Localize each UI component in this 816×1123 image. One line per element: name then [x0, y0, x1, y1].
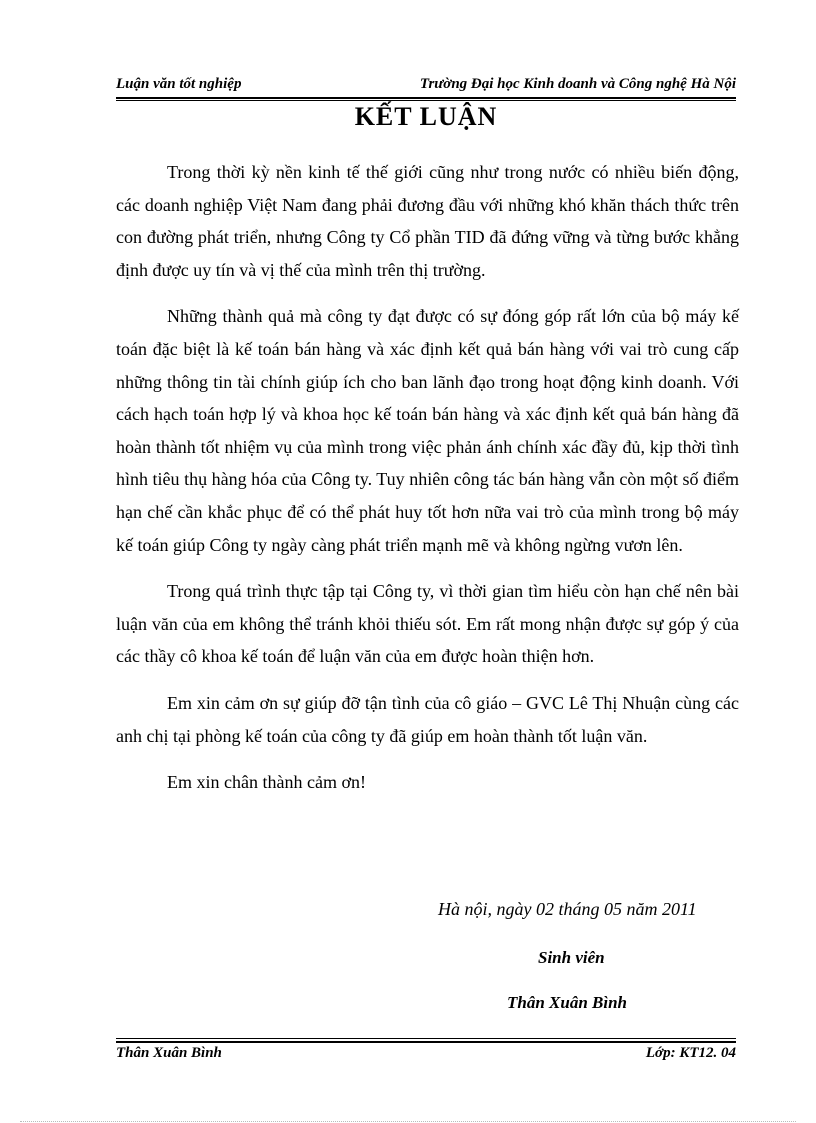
page-bottom-dotted-line	[20, 1121, 796, 1122]
header-thesis-label: Luận văn tốt nghiệp	[116, 76, 242, 92]
header-rule-thick	[116, 97, 736, 99]
footer-rule-thick	[116, 1041, 736, 1043]
footer-author: Thân Xuân Bình	[116, 1045, 222, 1061]
body-text	[116, 156, 739, 799]
page-header	[116, 74, 736, 98]
signature-date: Hà nội, ngày 02 tháng 05 năm 2011	[438, 899, 697, 919]
paragraph-2: Những thành quả mà công ty đạt được có sự đóng góp rất lớn của bộ máy kế toán đặc biệt là kế toán bán hàng và xác định kết quả bán hàng với vai trò cung cấp những thông tin tài chính giúp ích cho ban lãnh đạo trong hoạt động kinh doanh. Với cách hạch toán hợp lý và khoa học kế toán bán hàng và xác định kết quả bán hàng đã hoàn thành tốt nhiệm vụ của mình trong việc phản ánh chính xác đầy đủ, kịp thời tình hình tiêu thụ hàng hóa của Công ty. Tuy nhiên công tác bán hàng vẫn còn một số điểm hạn chế cần khắc phục để có thể phát huy tốt hơn nữa vai trò của mình trong bộ máy kế toán giúp Công ty ngày càng phát triển mạnh mẽ và không ngừng vươn lên.	[116, 306, 739, 555]
paragraph-3: Trong quá trình thực tập tại Công ty, vì thời gian tìm hiểu còn hạn chế nên bài luận văn của em không thể tránh khỏi thiếu sót. Em rất mong nhận được sự góp ý của các thầy cô khoa kế toán để luận văn của em được hoàn thiện hơn.	[116, 581, 739, 667]
paragraph-1: Trong thời kỳ nền kinh tế thế giới cũng như trong nước có nhiều biến động, các doanh nghiệp Việt Nam đang phải đương đầu với những khó khăn thách thức trên con đường phát triển, nhưng Công ty Cổ phần TID đã đứng vững và từng bước khẳng định được uy tín và vị thế của mình trên thị trường.	[116, 162, 739, 280]
paragraph-4: Em xin cảm ơn sự giúp đỡ tận tình của cô giáo – GVC Lê Thị Nhuận cùng các anh chị tại phòng kế toán của công ty đã giúp em hoàn thành tốt luận văn.	[116, 692, 739, 746]
header-university-name: Trường Đại học Kinh doanh và Công nghệ Hà Nội	[419, 76, 736, 92]
signature-role: Sinh viên	[538, 948, 605, 967]
page-title: KẾT LUẬN	[354, 102, 498, 131]
footer-rule-thin	[116, 1038, 736, 1039]
page-footer	[116, 1044, 736, 1068]
header-rule-thin	[116, 100, 736, 101]
footer-class: Lớp: KT12. 04	[645, 1045, 736, 1061]
signature-name: Thân Xuân Bình	[507, 993, 628, 1012]
paragraph-5: Em xin chân thành cảm ơn!	[167, 772, 366, 793]
